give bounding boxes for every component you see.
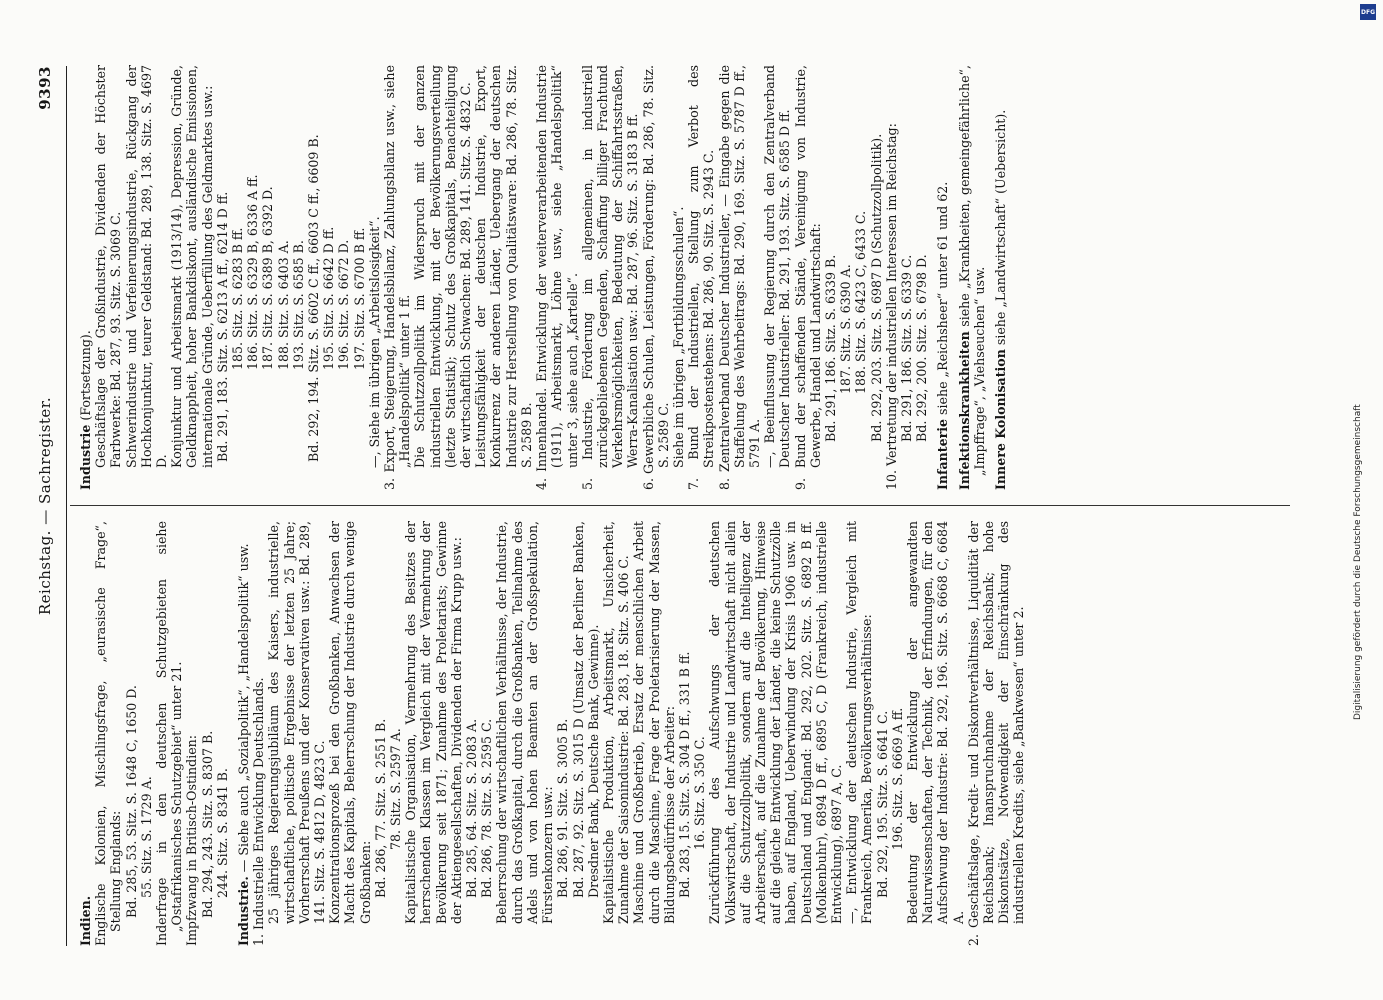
index-entry: Bd. 285, 53. Sitz. S. 1648 C, 1650 D. bbox=[123, 685, 139, 918]
index-entry: 9. Bund der schaffenden Stände, Vereinigung von Industrie, Gewerbe, Handel und Landwirtschaft: bbox=[792, 65, 823, 490]
index-entry: 16. Sitz. S. 350 C. bbox=[692, 736, 708, 850]
index-entry: —, Siehe im übrigen „Arbeitslosigkeit“. bbox=[366, 216, 382, 468]
entry-keyword: Infektionskrankheiten bbox=[956, 331, 972, 490]
index-entry: 244. Sitz. S. 8341 B. bbox=[214, 768, 230, 898]
left-column bbox=[78, 521, 1027, 946]
index-entry: 8. Zentralverband Deutscher Industrieller, — Eingabe gegen die Staffelung des Wehrbeitrags: Bd. 290, 169. Sitz. S. 5787 D ff., 5791 A. bbox=[716, 65, 762, 490]
index-entry: 4. Innenhandel. Entwicklung der weiterverarbeitenden Industrie (1911), Arbeitsmarkt, Löhne usw., siehe „Handelspolitik“ unter 3, siehe auch „Kartelle“. bbox=[534, 65, 580, 490]
index-entry: Bd. 294, 243. Sitz. S. 8307 B. bbox=[199, 730, 215, 918]
index-entry: Industrie (Fortsetzung). bbox=[78, 330, 93, 490]
index-entry: Leistungsfähigkeit der deutschen Industrie, Export, Konkurrenz der anderen Länder, Uebergang der deutschen Industrie zur Herstellung von Qualitätsware: Bd. 286, 78. Sitz. S. 2589 B. bbox=[473, 65, 534, 468]
index-entry: 10. Vertretung der industriellen Interessen im Reichstag: bbox=[883, 123, 899, 490]
index-entry: 187. Sitz. S. 6389 B, 6392 D. bbox=[260, 186, 276, 370]
index-entry: —, Beeinflussung der Regierung durch den Zentralverband Deutscher Industrieller: Bd. 291, 193. Sitz. S. 6585 D ff. bbox=[762, 65, 793, 468]
index-entry: 195. Sitz. S. 6642 D ff. bbox=[321, 226, 337, 370]
index-entry: Konzentrationsprozeß bei den Großbanken, Anwachsen der Macht des Kapitals, Beherrschung der Industrie durch wenige Großbanken: bbox=[327, 521, 373, 924]
entry-keyword: Industrie. bbox=[236, 876, 252, 946]
index-entry: Bd. 291, 186. Sitz. S. 6339 B. bbox=[822, 254, 838, 442]
index-entry: 5. Industrie, Förderung im allgemeinen, in industriell zurückgebliebenen Gegenden, Schaffung billiger Frachtund Verkehrsmöglichkeiten, Bedeutung der Schiffahrtsstraßen, Werra-Kanalisation usw.: Bd. 287, 96. Sitz. S. 3183 B ff. bbox=[579, 65, 641, 490]
index-entry: Zurückführung des Aufschwungs der deutschen Volkswirtschaft, der Industrie und Landwirtschaft nicht allein auf die Schutzzollpolitik, sondern auf die Intelligenz der Arbeiterschaft, auf die Zunahme der Bevölkerung, Hinweise auf die gleiche Entwicklung der Länder, die keine Schutzzölle haben, auf England, Ueberwindung der Krisis 1906 usw. in Deutschland und England: Bd. 292, 202. Sitz. S. 6892 B ff. (Molkenbuhr), 6894 D ff., 6895 C, D (Frankreich, industrielle Entwicklung), 6897 A, C. bbox=[707, 521, 844, 924]
index-entry: Kapitalistische Produktion, Arbeitsmarkt, Unsicherheit, Zunahme der Saisonindustrie: Bd. 283, 18. Sitz. S. 406 C. bbox=[600, 521, 632, 924]
index-entry: Englische Kolonien, Mischlingsfrage, „eurasische Frage“, Stellung Englands: bbox=[93, 521, 124, 946]
index-entry: —, Entwicklung der deutschen Industrie, Vergleich mit Frankreich, Amerika, Bevölkerungsverhältnisse: bbox=[844, 521, 875, 924]
header-rule bbox=[66, 66, 67, 946]
index-entry: Geschäftslage der Großindustrie, Dividenden der Höchster Farbwerke: Bd. 287, 93. Sitz. S. 3069 C. bbox=[93, 65, 124, 468]
index-entry: Die Schutzzollpolitik im Widerspruch mit der ganzen industriellen Entwicklung, mit der Bevölkerungsverteilung (letzte Statistik); Schutz des Großkapitals, Benachteiligung der wirtschaftlich Schwachen: Bd. 289, 141. Sitz. S. 4832 C. bbox=[412, 65, 474, 468]
index-entry: Beherrschung der wirtschaftlichen Verhältnisse, der Industrie, durch das Großkapital, durch die Großbanken, Teilnahme des Adels und von hohen Beamten an der Großspekulation, Fürstenkonzern usw.: bbox=[494, 521, 556, 924]
index-entry: Bd. 287, 92. Sitz. S. 3015 D (Umsatz der Berliner Banken, Dresdner Bank, Deutsche Bank, Gewinne). bbox=[570, 521, 601, 898]
entry-keyword: Industrie bbox=[78, 424, 93, 490]
index-entry: Bd. 283, 15. Sitz. S. 304 D ff., 331 B ff. bbox=[676, 651, 692, 898]
index-entry: 6. Gewerbliche Schulen, Leistungen, Förderung: Bd. 286, 78. Sitz. S. 2589 C. bbox=[640, 65, 671, 490]
index-entry: 193. Sitz. S. 6585 B. bbox=[290, 240, 306, 370]
entry-keyword: Infanterie bbox=[935, 418, 951, 490]
index-entry: Inderfrage in den deutschen Schutzgebieten siehe „Ostafrikanisches Schutzgebiet“ unter 21. bbox=[154, 521, 185, 946]
index-entry: 196. Sitz. S. 6669 A ff. bbox=[889, 707, 905, 850]
index-entry: 188. Sitz. S. 6423 C, 6433 C. bbox=[853, 210, 869, 394]
index-entry: Innere Kolonisation siehe „Landwirtschaft“ (Uebersicht). bbox=[992, 109, 1008, 490]
index-entry: 78. Sitz. S. 2597 A. bbox=[388, 728, 404, 850]
index-entry: 3. Export, Steigerung, Handelsbilanz, Zahlungsbilanz usw., siehe „Handelspolitik“ unter 1 ff. bbox=[382, 65, 413, 490]
index-entry: Infektionskrankheiten siehe „Krankheiten, gemeingefährliche“, „Impffrage“, „Viehseuchen“ usw. bbox=[956, 65, 987, 490]
index-entry: Infanterie siehe „Reichsheer“ unter 61 und 62. bbox=[935, 181, 951, 490]
index-entry: Bd. 286, 77. Sitz. S. 2551 B. bbox=[372, 718, 388, 898]
index-entry: 185. Sitz. S. 6283 B ff. bbox=[230, 227, 246, 370]
right-column bbox=[78, 65, 1008, 490]
index-entry: Schwerindustrie und Verfeinerungsindustrie, Rückgang der Hochkonjunktur, teurer Geldstand: Bd. 289, 138. Sitz. S. 4697 D. bbox=[123, 65, 170, 468]
page-header bbox=[36, 66, 60, 946]
index-entry: 2. Geschäftslage, Kredit- und Diskontverhältnisse, Liquidität der Reichsbank; Inanspruchnahme der Reichsbank; hohe Diskontsätze, Notwendigkeit der Einschränkung des industriellen Kredits, siehe „Bankwesen“ unter 2. bbox=[965, 521, 1027, 946]
index-entry: Bd. 286, 91. Sitz. S. 3005 B. bbox=[555, 718, 571, 898]
index-entry: 196. Sitz. S. 6672 D. bbox=[336, 239, 352, 370]
index-entry: Bd. 285, 64. Sitz. S. 2083 A. bbox=[464, 718, 480, 898]
index-entry: Konjunktur und Arbeitsmarkt (1913/14), Depression, Gründe, Geldknappheit, hoher Bankdiskont, ausländische Emissionen, internationale Gründe, Ueberfüllung des Geldmarktes usw.: bbox=[169, 65, 215, 468]
index-entry: Indien. bbox=[78, 895, 93, 946]
index-entry: 55. Sitz. S. 1729 A. bbox=[138, 776, 154, 898]
index-entry: 188. Sitz. S. 6403 A. bbox=[275, 240, 291, 370]
index-entry: 186. Sitz. S. 6329 B, 6336 A ff. bbox=[245, 174, 261, 370]
digitization-note: Digitalisierung gefördert durch die Deutsche Forschungsgemeinschaft bbox=[1353, 404, 1363, 720]
index-entry: 187. Sitz. S. 6390 A. bbox=[838, 264, 854, 394]
index-entry: Industrie. — Siehe auch „Sozialpolitik“, „Handelspolitik“ usw. bbox=[236, 543, 252, 946]
column-divider bbox=[70, 505, 1290, 506]
index-entry: Kapitalistische Organisation, Vermehrung des Besitzes der herrschenden Klassen im Vergleich mit der Vermehrung der Bevölkerung seit 1871; Zunahme des Proletariats; Gewinne der Aktiengesellschaften, Dividenden der Firma Krupp usw.: bbox=[403, 521, 464, 924]
dfg-logo: DFG bbox=[1360, 4, 1376, 20]
index-entry: Bd. 286, 78. Sitz. S. 2595 C. bbox=[479, 718, 495, 898]
index-entry: 197. Sitz. S. 6700 B ff. bbox=[351, 227, 367, 370]
index-entry: Bd. 292, 195. Sitz. S. 6641 C. bbox=[874, 710, 890, 898]
index-entry: Bd. 291, 183. Sitz. S. 6213 A ff., 6214 D ff. bbox=[214, 191, 230, 462]
index-entry: Siehe im übrigen „Fortbildungsschulen“. bbox=[670, 206, 686, 468]
index-entry: Bedeutung der Entwicklung der angewandten Naturwissenschaften, der Technik, der Erfindungen, für den Aufschwung der Industrie: Bd. 292, 196. Sitz. S. 6668 C, 6684 A. bbox=[904, 521, 966, 924]
index-entry: Bd. 292, 200. Sitz. S. 6798 D. bbox=[914, 254, 930, 442]
index-entry: 7. Bund der Industriellen, Stellung zum Verbot des Streikpostenstehens: Bd. 286, 90. Sitz. S. 2943 C. bbox=[686, 65, 717, 490]
page-number: 9393 bbox=[36, 66, 54, 110]
page-title: Reichstag. — Sachregister. bbox=[36, 396, 54, 616]
entry-keyword: Innere Kolonisation bbox=[992, 349, 1008, 490]
index-entry: Bd. 292, 203. Sitz. S. 6987 D (Schutzzollpolitik). bbox=[868, 133, 884, 442]
index-entry: Bd. 292, 194. Sitz. S. 6602 C ff., 6603 C ff., 6609 B. bbox=[306, 134, 322, 462]
index-entry: Bd. 291, 186. Sitz. S. 6339 C. bbox=[898, 254, 914, 442]
index-entry: 1. Industrielle Entwicklung Deutschlands. bbox=[251, 677, 267, 946]
index-entry: Maschine und Großbetrieb, Ersatz der menschlichen Arbeit durch die Maschine, Frage der Proletarisierung der Massen, Bildungsbedürfnisse der Arbeiter: bbox=[631, 521, 677, 924]
index-entry: Impfzwang in Britisch-Ostindien: bbox=[184, 734, 200, 946]
index-entry: 25 jähriges Regierungsjubiläum des Kaisers, industrielle, wirtschaftliche, politische Ergebnisse der letzten 25 Jahre; Vorherrschaft Preußens und der Konservativen usw.: Bd. 289, 141. Sitz. S. 4812 D, 4823 C. bbox=[266, 521, 328, 924]
